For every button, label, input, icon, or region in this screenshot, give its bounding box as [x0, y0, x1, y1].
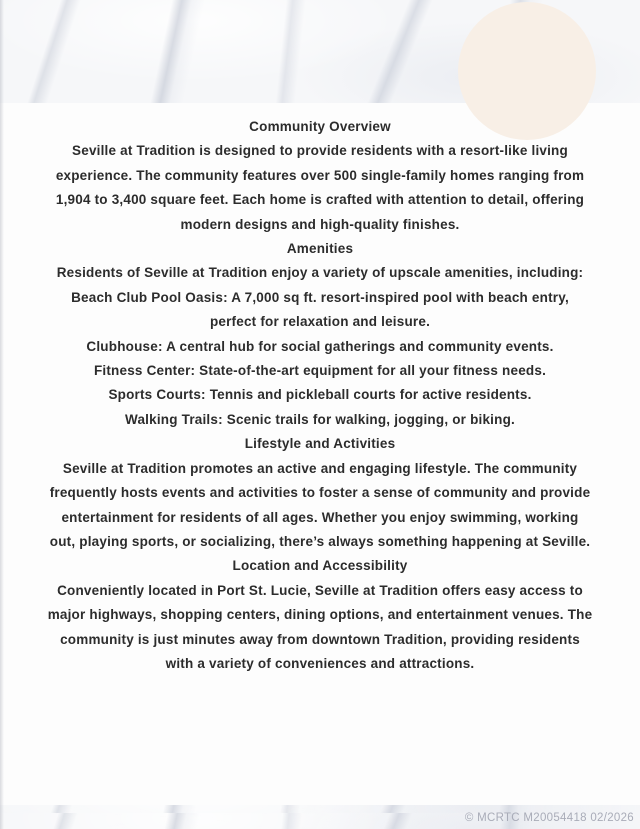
text-line: Conveniently located in Port St. Lucie, Seville at Tradition offers easy access to — [57, 582, 583, 598]
section-community-overview — [0, 115, 640, 237]
section-paragraph — [0, 139, 640, 237]
page-left-edge-shadow — [0, 0, 4, 829]
text-line: perfect for relaxation and leisure. — [209, 314, 431, 330]
section-paragraph — [0, 261, 640, 432]
text-line: community is just minutes away from downtown Tradition, providing residents — [60, 631, 580, 647]
section-location-and-accessibility — [0, 554, 640, 676]
text-line: major highways, shopping centers, dining options, and entertainment venues. The — [47, 607, 593, 623]
text-line: Seville at Tradition is designed to provide residents with a resort-like living — [72, 143, 568, 159]
text-line: Residents of Seville at Tradition enjoy a variety of upscale amenities, including: — [56, 265, 584, 281]
document-body — [0, 115, 640, 676]
text-line: experience. The community features over 500 single-family homes ranging from — [55, 167, 585, 183]
text-line: 1,904 to 3,400 square feet. Each home is crafted with attention to detail, offering — [55, 192, 585, 208]
text-line: Sports Courts: Tennis and pickleball courts for active residents. — [108, 387, 532, 403]
text-line: modern designs and high-quality finishes. — [180, 216, 460, 232]
text-line: Clubhouse: A central hub for social gatherings and community events. — [86, 338, 554, 354]
text-line: Seville at Tradition promotes an active and engaging lifestyle. The community — [62, 460, 578, 476]
section-paragraph — [0, 579, 640, 677]
text-line: out, playing sports, or socializing, there’s always something happening at Seville. — [49, 533, 591, 549]
text-line: with a variety of conveniences and attractions. — [165, 655, 475, 671]
section-lifestyle-and-activities — [0, 432, 640, 554]
text-line: Walking Trails: Scenic trails for walking, jogging, or biking. — [125, 411, 515, 427]
text-line: Fitness Center: State-of-the-art equipment for all your fitness needs. — [93, 363, 547, 379]
section-heading: Lifestyle and Activities — [244, 436, 396, 452]
text-line: frequently hosts events and activities to foster a sense of community and provide — [49, 485, 591, 501]
text-line: entertainment for residents of all ages. Whether you enjoy swimming, working — [61, 509, 579, 525]
text-line: Beach Club Pool Oasis: A 7,000 sq ft. resort-inspired pool with beach entry, — [71, 289, 569, 305]
section-heading: Community Overview — [249, 119, 391, 134]
copyright-watermark: © MCRTC M20054418 02/2026 — [464, 812, 634, 824]
section-heading: Location and Accessibility — [232, 558, 408, 574]
section-heading: Amenities — [286, 241, 354, 257]
section-paragraph — [0, 457, 640, 555]
section-amenities — [0, 237, 640, 432]
